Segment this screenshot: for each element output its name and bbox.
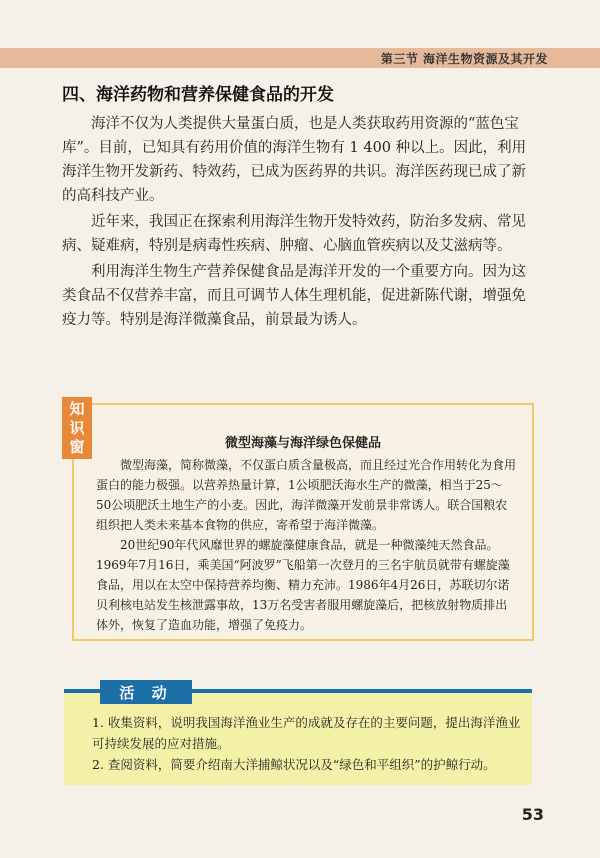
knowledge-paragraph: 20世纪90年代风靡世界的螺旋藻健康食品，就是一种微藻纯天然食品。1969年7月16日，乘美国“阿波罗”飞船第一次登月的三名宇航员就带有螺旋藻食品，用以在太空中保持营养均衡、精力充沛。1986年4月26日，苏联切尔诺贝利核电站发生核泄露事故，13万名受害者服用螺旋藻后，把核放射物质排出体外，恢复了造血功能，增强了免疫力。 [96, 538, 510, 632]
body-text [62, 112, 532, 334]
paragraph: 近年来，我国正在探索利用海洋生物开发特效药，防治多发病、常见病、疑难病，特别是病毒性疾病、肿瘤、心脑血管疾病以及艾滋病等。 [62, 214, 526, 254]
paragraph: 利用海洋生物生产营养保健食品是海洋开发的一个重要方向。因为这类食品不仅营养丰富，而且可调节人体生理机能，促进新陈代谢，增强免疫力等。特别是海洋微藻食品，前景最为诱人。 [62, 264, 526, 328]
section-title: 四、海洋药物和营养保健食品的开发 [62, 85, 334, 105]
knowledge-window-text [96, 455, 518, 635]
activity-item: 2. 查阅资料，简要介绍南大洋捕鲸状况以及“绿色和平组织”的护鲸行动。 [92, 757, 496, 772]
knowledge-paragraph: 微型海藻，简称微藻，不仅蛋白质含量极高，而且经过光合作用转化为食用蛋白的能力极强。以营养热量计算，1公顷肥沃海水生产的微藻，相当于25～50公顷肥沃土地生产的小麦。因此，海洋微藻开发前景非常诱人。联合国粮农组织把人类未来基本食物的供应，寄希望于海洋微藻。 [96, 458, 517, 532]
tag-char: 识 [69, 418, 85, 437]
paragraph: 海洋不仅为人类提供大量蛋白质，也是人类获取药用资源的“蓝色宝库”。目前，已知具有药用价值的海洋生物有 1 400 种以上。因此，利用海洋生物开发新药、特效药，已成为医药界的共识。海洋医药现已成了新的高科技产业。 [62, 116, 527, 204]
activity-text [92, 712, 522, 775]
activity-tag: 活 动 [100, 680, 192, 704]
page-number: 53 [521, 805, 544, 824]
chapter-header: 第三节 海洋生物资源及其开发 [380, 52, 548, 66]
activity-item: 1. 收集资料，说明我国海洋渔业生产的成就及存在的主要问题，提出海洋渔业可持续发展的应对措施。 [92, 715, 521, 751]
tag-char: 知 [69, 399, 85, 418]
knowledge-window-title: 微型海藻与海洋绿色保健品 [224, 436, 381, 451]
tag-char: 窗 [69, 437, 85, 456]
